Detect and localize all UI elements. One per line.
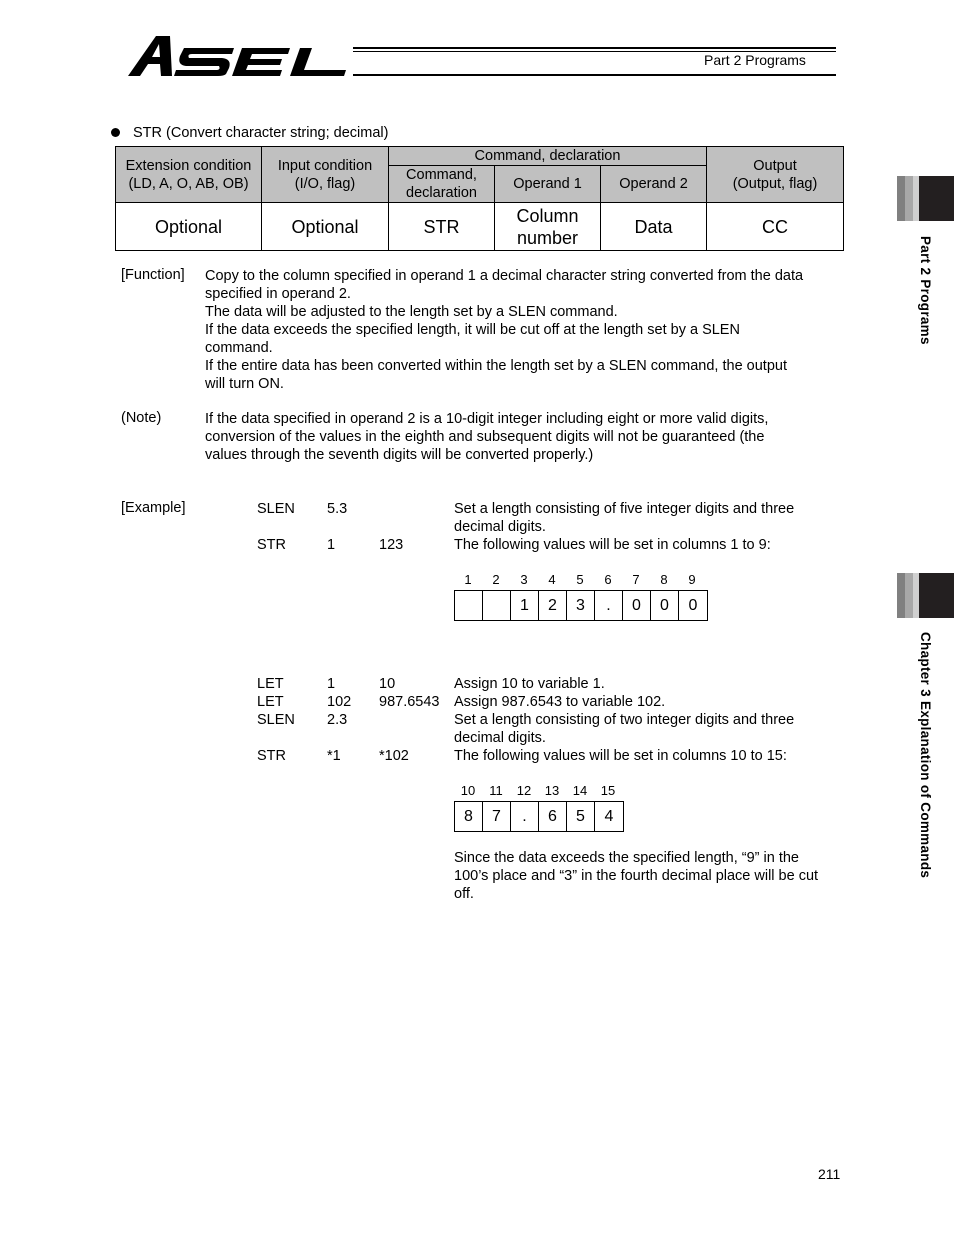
- column-numbers-1: [454, 572, 707, 588]
- code-cmd: LET: [257, 694, 284, 710]
- bullet-icon: [111, 128, 120, 137]
- cell-extension-condition: Optional: [116, 203, 262, 251]
- column-number: 10: [460, 783, 476, 798]
- column-number: 5: [576, 572, 584, 587]
- code-op2: *102: [379, 748, 409, 764]
- column-number: 12: [516, 783, 532, 798]
- column-number: 9: [688, 572, 696, 587]
- cell-command: STR: [389, 203, 495, 251]
- column-cell: 5: [567, 802, 595, 831]
- column-cell: 0: [688, 597, 698, 614]
- code-op1: 102: [327, 694, 352, 710]
- column-number: 11: [489, 783, 503, 798]
- code-cmd: SLEN: [257, 501, 295, 517]
- column-cell: 6: [539, 802, 567, 831]
- code-desc: The following values will be set in columns 10 to 15:: [454, 748, 787, 764]
- cell-input-condition: Optional: [262, 203, 389, 251]
- header-command-declaration: Command, declaration: [389, 166, 495, 203]
- column-number: 2: [492, 572, 500, 587]
- header-rule-bottom: [353, 74, 836, 76]
- asel-logo: [126, 34, 351, 80]
- cell-operand-2: Data: [601, 203, 707, 251]
- column-number: 4: [548, 572, 556, 587]
- command-table: [115, 146, 844, 251]
- column-number: 6: [604, 572, 612, 587]
- column-cell: 3: [567, 591, 595, 620]
- column-number: 7: [632, 572, 640, 587]
- code-op1: 1: [327, 676, 336, 692]
- column-number: 1: [464, 572, 472, 587]
- code-desc: Set a length consisting of five integer digits and three decimal digits.: [454, 501, 795, 535]
- code-desc: Assign 987.6543 to variable 102.: [454, 694, 666, 710]
- code-desc: Assign 10 to variable 1.: [454, 676, 605, 692]
- cell-output: CC: [707, 203, 844, 251]
- side-tab-marker: [897, 573, 919, 618]
- code-op1: *1: [327, 748, 341, 764]
- column-cell: .: [511, 802, 539, 831]
- code-op2: 987.6543: [379, 694, 440, 710]
- column-cell: 4: [604, 808, 614, 825]
- example-label: [Example]: [121, 500, 186, 516]
- column-boxes-1: [454, 590, 708, 621]
- header-operand-2: Operand 2: [601, 166, 707, 203]
- column-number: 15: [600, 783, 616, 798]
- code-cmd: STR: [257, 537, 286, 553]
- side-tab-marker: [919, 176, 954, 221]
- header-output: Output (Output, flag): [707, 147, 844, 203]
- side-tab-part-label: Part 2 Programs: [918, 236, 933, 345]
- code-cmd: STR: [257, 748, 286, 764]
- column-cell: [483, 591, 511, 620]
- function-label: [Function]: [121, 267, 185, 283]
- code-op1: 1: [327, 537, 336, 553]
- column-numbers-2: [454, 783, 623, 799]
- code-cmd: SLEN: [257, 712, 295, 728]
- column-number: 3: [520, 572, 528, 587]
- header-section-title: Part 2 Programs: [704, 52, 806, 68]
- column-boxes-2: [454, 801, 624, 832]
- column-cell: [455, 591, 483, 620]
- header-operand-1: Operand 1: [495, 166, 601, 203]
- header-extension-condition: Extension condition (LD, A, O, AB, OB): [116, 147, 262, 203]
- column-number: 13: [544, 783, 560, 798]
- page-number: 211: [818, 1166, 841, 1182]
- command-heading: STR (Convert character string; decimal): [133, 125, 389, 141]
- note-label: (Note): [121, 410, 162, 426]
- column-cell: 1: [511, 591, 539, 620]
- header-command-group: Command, declaration: [389, 147, 707, 166]
- code-op2: 10: [379, 676, 396, 692]
- column-cell: .: [595, 591, 623, 620]
- column-cell: 7: [483, 802, 511, 831]
- column-number: 14: [572, 783, 588, 798]
- closing-note: Since the data exceeds the specified length, “9” in the 100’s place and “3” in the fourth decimal place will be cut off.: [454, 850, 819, 902]
- column-cell: 8: [455, 802, 483, 831]
- code-desc: Set a length consisting of two integer digits and three decimal digits.: [454, 712, 795, 746]
- side-tab-marker: [897, 176, 919, 221]
- header-rule-top: [353, 47, 836, 49]
- header-input-condition: Input condition (I/O, flag): [262, 147, 389, 203]
- code-op1: 5.3: [327, 501, 348, 517]
- column-cell: 0: [651, 591, 679, 620]
- column-cell: 2: [539, 591, 567, 620]
- side-tab-chapter-label: Chapter 3 Explanation of Commands: [918, 632, 933, 879]
- code-desc: The following values will be set in columns 1 to 9:: [454, 537, 771, 553]
- column-number: 8: [660, 572, 668, 587]
- code-cmd: LET: [257, 676, 284, 692]
- function-text: Copy to the column specified in operand 1 a decimal character string converted from the data specified in operand 2. The data will be adjusted to the length set by a SLEN command. If the data exceeds the specified length, it will be cut off at the length set by a SLEN command. If the entire data has been converted within the length set by a SLEN command, the output will turn ON.: [205, 268, 804, 392]
- code-op1: 2.3: [327, 712, 348, 728]
- note-text: If the data specified in operand 2 is a 10-digit integer including eight or more valid digits, conversion of the values in the eighth and subsequent digits will not be guaranteed (the values through the seventh digits will be converted properly.): [205, 411, 769, 463]
- column-cell: 0: [623, 591, 651, 620]
- code-op2: 123: [379, 537, 404, 553]
- side-tab-marker: [919, 573, 954, 618]
- cell-operand-1: Column number: [495, 203, 601, 251]
